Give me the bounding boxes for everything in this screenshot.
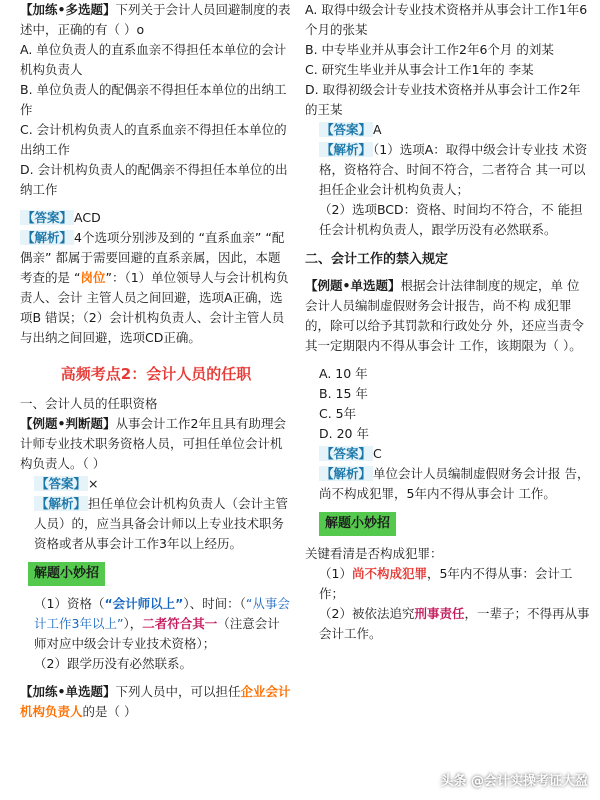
q4-text: 根据会计法律制度的规定，单 位会计人员编制虚假财务会计报告，尚不构 成犯罪的，除可以给予其罚款和行政处分 外，还应当责令其一定期限内不得从事会计 工作，该期限为（ ）。	[305, 278, 584, 353]
section-heading: 二、会计工作的禁入规定	[305, 252, 449, 267]
q2-text: 从事会计工作2年且具有助理会计师专业技术职务资格人员，可担任单位会计机构负责人。（ ）	[20, 416, 286, 471]
tip-text: ，一辈子；不得再从事会计工作。	[319, 606, 590, 641]
q3-explanation-2: （2）选项BCD：资格、时间均不符合，不 能担任会计机构负责人，跟学历没有必然联系。	[319, 202, 583, 237]
tip-label: 解题小妙招	[319, 512, 396, 536]
answer-value: ACD	[74, 210, 101, 225]
q3-option-c: C. 研究生毕业并从事会计工作1年的 李某	[305, 62, 534, 77]
explanation-tag: 【解析】	[22, 230, 73, 245]
answer-value: ×	[88, 476, 99, 491]
explanation-text-2: ”：（1）单位领导人与会计机构负责人、会计 主管人员之间回避，选项A正确，选项B 错误；（2）会计机构负责人、会计主管人员与出纳之间回避，选项CD正确。	[20, 270, 289, 345]
subsection-title: 一、会计人员的任职资格	[20, 396, 158, 411]
question-1	[20, 0, 292, 40]
q4-option-a: A. 10 年	[319, 366, 368, 381]
q3-text-end: 的是（ ）	[82, 704, 137, 719]
tip-text: （1）	[319, 566, 352, 581]
tip-key: 尚不构成犯罪	[351, 566, 427, 581]
section-title: 高频考点2：会计人员的任职	[60, 365, 252, 383]
tip-1	[305, 564, 590, 604]
answer-value: C	[373, 446, 382, 461]
tip-key: “会计师以上”	[104, 596, 184, 611]
q3-option-a: A. 取得中级会计专业技术资格并从事会计工作1年6个月的张某	[305, 2, 588, 37]
q3-text: 下列人员中，可以担任	[115, 684, 241, 699]
q1-tag: 【加练•多选题】	[20, 2, 116, 17]
explanation-tag: 【解析】	[321, 142, 372, 157]
tip-key: “从事会计工作3年以上”	[34, 596, 290, 631]
q3-explanation-1	[305, 140, 590, 200]
q3-option-b: B. 中专毕业并从事会计工作2年6个月 的刘某	[305, 42, 554, 57]
tip-key: 刑事责任	[414, 606, 465, 621]
explanation-tag: 【解析】	[36, 496, 87, 511]
q3-key: 企业会计机构负责人	[20, 684, 291, 719]
q4-explanation	[305, 464, 590, 504]
q1-option-d: D. 会计机构负责人的配偶亲不得担任本单位的出纳工作	[20, 162, 288, 197]
question-3	[20, 682, 292, 722]
watermark: 头条 @会计实操考证大盈	[440, 774, 588, 789]
answer-tag: 【答案】	[22, 210, 73, 225]
explanation-text: 单位会计人员编制虚假财务会计报 告，尚不构成犯罪，5年内不得从事会计 工作。	[319, 466, 590, 501]
left-column	[20, 0, 292, 722]
tip-2	[305, 604, 590, 644]
q1-option-a: A. 单位负责人的直系血亲不得担任本单位的会计机构负责人	[20, 42, 287, 77]
tip-head: 关键看清是否构成犯罪：	[305, 546, 443, 561]
explanation-text: 担任单位会计机构负责人（会计主管人员）的，应当具备会计师以上专业技术职务资格或者从事会计工作3年以上经历。	[34, 496, 289, 551]
question-4	[305, 276, 590, 356]
q2-tag: 【例题•判断题】	[20, 416, 116, 431]
q3-tag: 【加练•单选题】	[20, 684, 116, 699]
q1-option-b: B. 单位负责人的配偶亲不得担任本单位的出纳工作	[20, 82, 287, 117]
q2-answer	[20, 474, 292, 494]
tip-label-wrap	[20, 562, 292, 586]
tip-1	[20, 594, 292, 654]
q2-explanation	[20, 494, 292, 554]
explanation-tag: 【解析】	[321, 466, 372, 481]
key-term: 岗位	[80, 270, 106, 285]
q1-explanation	[20, 228, 292, 348]
tip-2: （2）跟学历没有必然联系。	[34, 656, 192, 671]
q4-option-b: B. 15 年	[319, 386, 368, 401]
tip-text: （1）资格（	[34, 596, 105, 611]
q4-option-c: C. 5年	[319, 406, 357, 421]
right-column	[305, 0, 590, 644]
tip-text: （注意会计师对应中级会计专业技术资格）；	[34, 616, 280, 651]
answer-tag: 【答案】	[321, 122, 372, 137]
q4-answer	[305, 444, 590, 464]
tip-key: 二者符合其一	[142, 616, 218, 631]
explanation-text: （1）选项A：取得中级会计专业技 术资格，资格符合、时间不符合，二者符合 其一可以担任企业会计机构负责人；	[319, 142, 588, 197]
q4-option-d: D. 20 年	[319, 426, 369, 441]
q3-answer	[305, 120, 590, 140]
explanation-text: 4个选项分别涉及到的 “直系血亲” “配偶亲” 都属于需要回避的直系亲属，因此，本题考查的是 “	[20, 230, 285, 285]
answer-value: A	[373, 122, 382, 137]
q3-option-d: D. 取得初级会计专业技术资格并从事会计工作2年的王某	[305, 82, 581, 117]
question-2	[20, 414, 292, 474]
q4-tag: 【例题•单选题】	[305, 278, 401, 293]
tip-text: ），	[123, 616, 143, 631]
q1-option-c: C. 会计机构负责人的直系血亲不得担任本单位的出纳工作	[20, 122, 287, 157]
tip-text: （2）被依法追究	[319, 606, 415, 621]
answer-tag: 【答案】	[321, 446, 372, 461]
q1-answer	[20, 208, 292, 228]
tip-text: ）、时间：（	[183, 596, 246, 611]
tip-label-wrap	[305, 512, 590, 536]
answer-tag: 【答案】	[36, 476, 87, 491]
tip-label: 解题小妙招	[28, 562, 105, 586]
tip-text: ，5年内不得从事：会计工作；	[319, 566, 573, 601]
q1-text: 下列关于会计人员回避制度的表述中，正确的有（ ）o	[20, 2, 291, 37]
